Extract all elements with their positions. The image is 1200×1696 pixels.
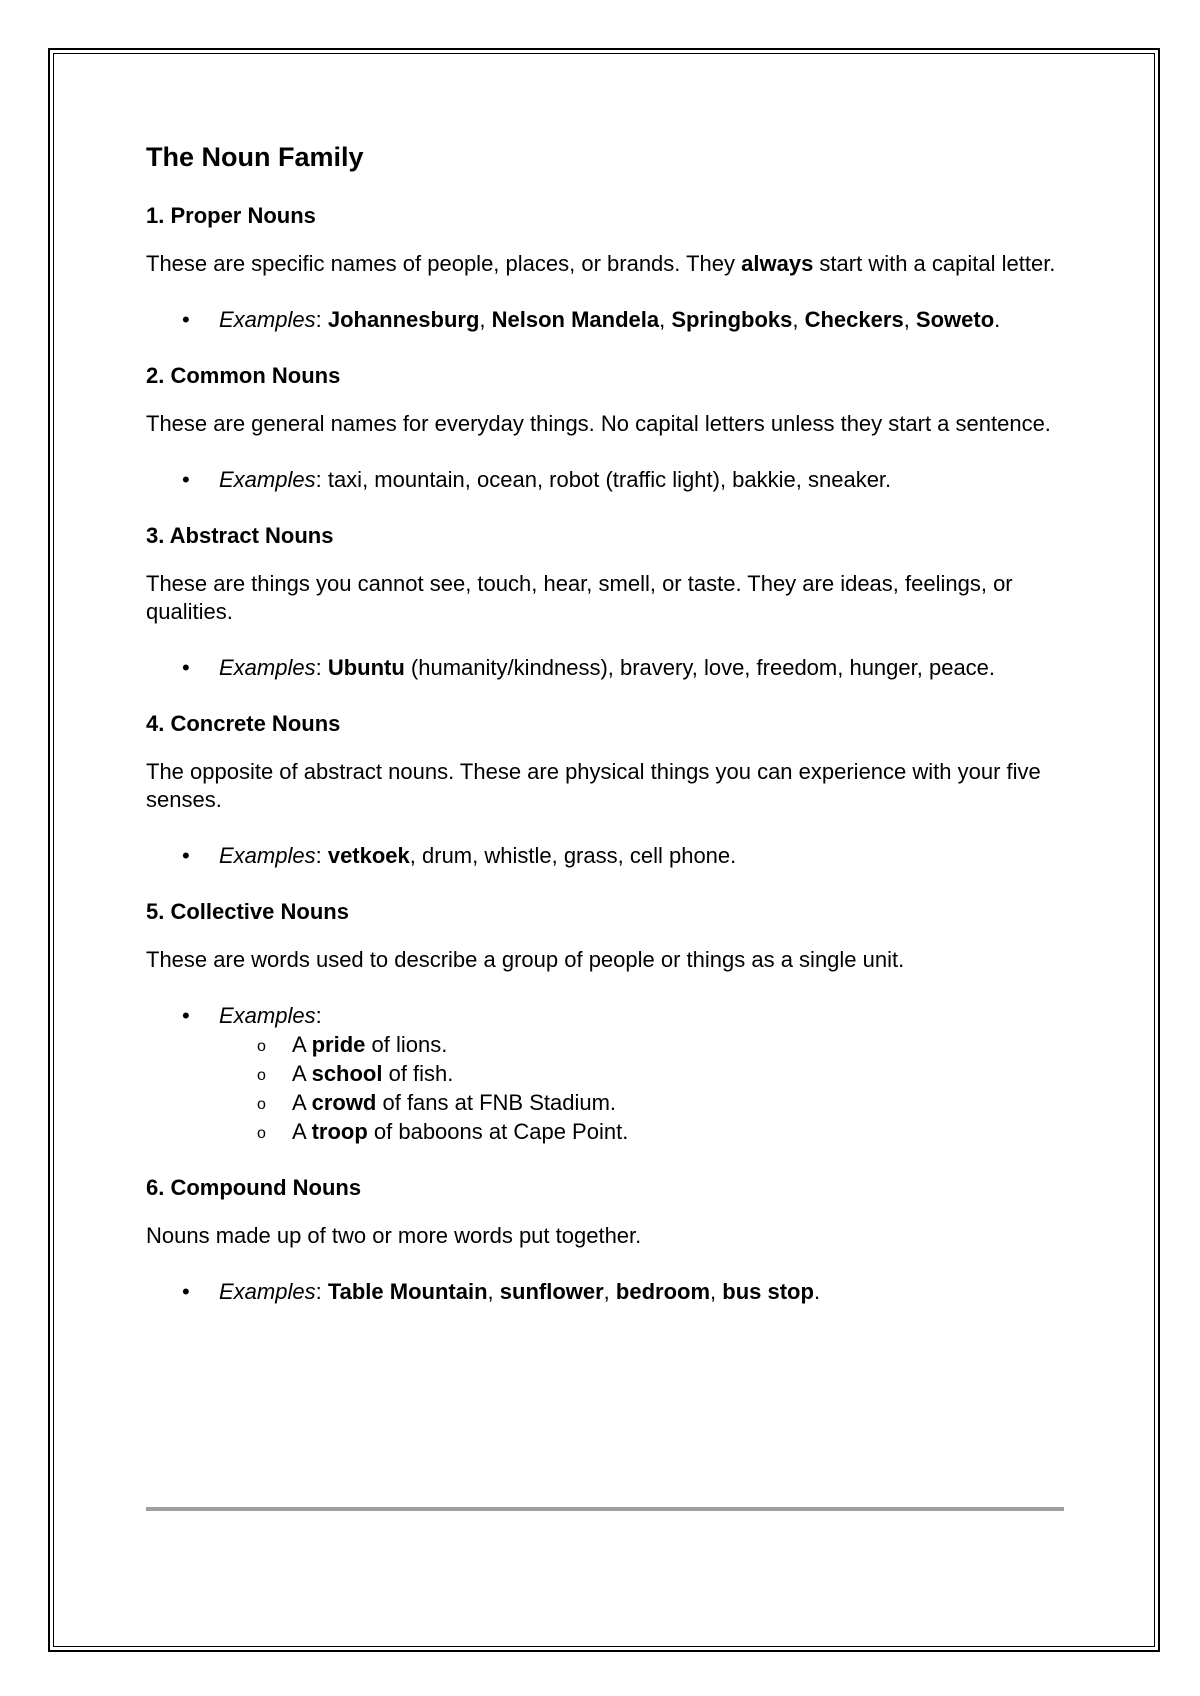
- section-proper-nouns: [146, 202, 1066, 334]
- document-title: The Noun Family: [146, 142, 364, 172]
- section-heading: 2. Common Nouns: [146, 363, 341, 388]
- examples-item: • Examples: taxi, mountain, ocean, robot (traffic light), bakkie, sneaker.: [146, 466, 1066, 494]
- section-heading: 4. Concrete Nouns: [146, 711, 341, 736]
- examples-item: • Examples: vetkoek, drum, whistle, grass, cell phone.: [146, 842, 1066, 870]
- section-heading: 6. Compound Nouns: [146, 1175, 362, 1200]
- section-common-nouns: [146, 362, 1066, 494]
- sub-example-item: o A pride of lions.: [219, 1030, 1066, 1059]
- section-heading: 1. Proper Nouns: [146, 203, 316, 228]
- examples-list: [146, 466, 1066, 494]
- sub-examples-list: [219, 1030, 1066, 1146]
- section-heading: 3. Abstract Nouns: [146, 523, 334, 548]
- section-abstract-nouns: [146, 522, 1066, 682]
- section-collective-nouns: [146, 898, 1066, 1146]
- horizontal-rule: [146, 1507, 1064, 1511]
- examples-list: [146, 842, 1066, 870]
- section-concrete-nouns: [146, 710, 1066, 870]
- section-heading: 5. Collective Nouns: [146, 899, 349, 924]
- examples-list: [146, 1002, 1066, 1146]
- examples-item: • Examples: Ubuntu (humanity/kindness), bravery, love, freedom, hunger, peace.: [146, 654, 1066, 682]
- examples-item: • Examples: Table Mountain, sunflower, bedroom, bus stop.: [146, 1278, 1066, 1306]
- sub-example-item: o A crowd of fans at FNB Stadium.: [219, 1088, 1066, 1117]
- sub-example-item: o A troop of baboons at Cape Point.: [219, 1117, 1066, 1146]
- section-description: These are things you cannot see, touch, hear, smell, or taste. They are ideas, feelings, or qualities.: [146, 571, 1013, 624]
- examples-list: [146, 306, 1066, 334]
- section-description: These are specific names of people, places, or brands. They always start with a capital letter.: [146, 251, 1056, 276]
- examples-item: • Examples: Johannesburg, Nelson Mandela, Springboks, Checkers, Soweto.: [146, 306, 1066, 334]
- section-description: The opposite of abstract nouns. These are physical things you can experience with your five senses.: [146, 759, 1041, 812]
- examples-list: [146, 1278, 1066, 1306]
- section-description: These are words used to describe a group of people or things as a single unit.: [146, 947, 905, 972]
- document-body: [146, 140, 1066, 1334]
- section-description: These are general names for everyday things. No capital letters unless they start a sentence.: [146, 411, 1051, 436]
- examples-item: • Examples: o A pride of lions. o A school of fish. o A crowd of fans at FNB Stadium. o A troop of baboons at Cape Point.: [146, 1002, 1066, 1146]
- examples-list: [146, 654, 1066, 682]
- section-compound-nouns: [146, 1174, 1066, 1306]
- sub-example-item: o A school of fish.: [219, 1059, 1066, 1088]
- section-description: Nouns made up of two or more words put together.: [146, 1223, 642, 1248]
